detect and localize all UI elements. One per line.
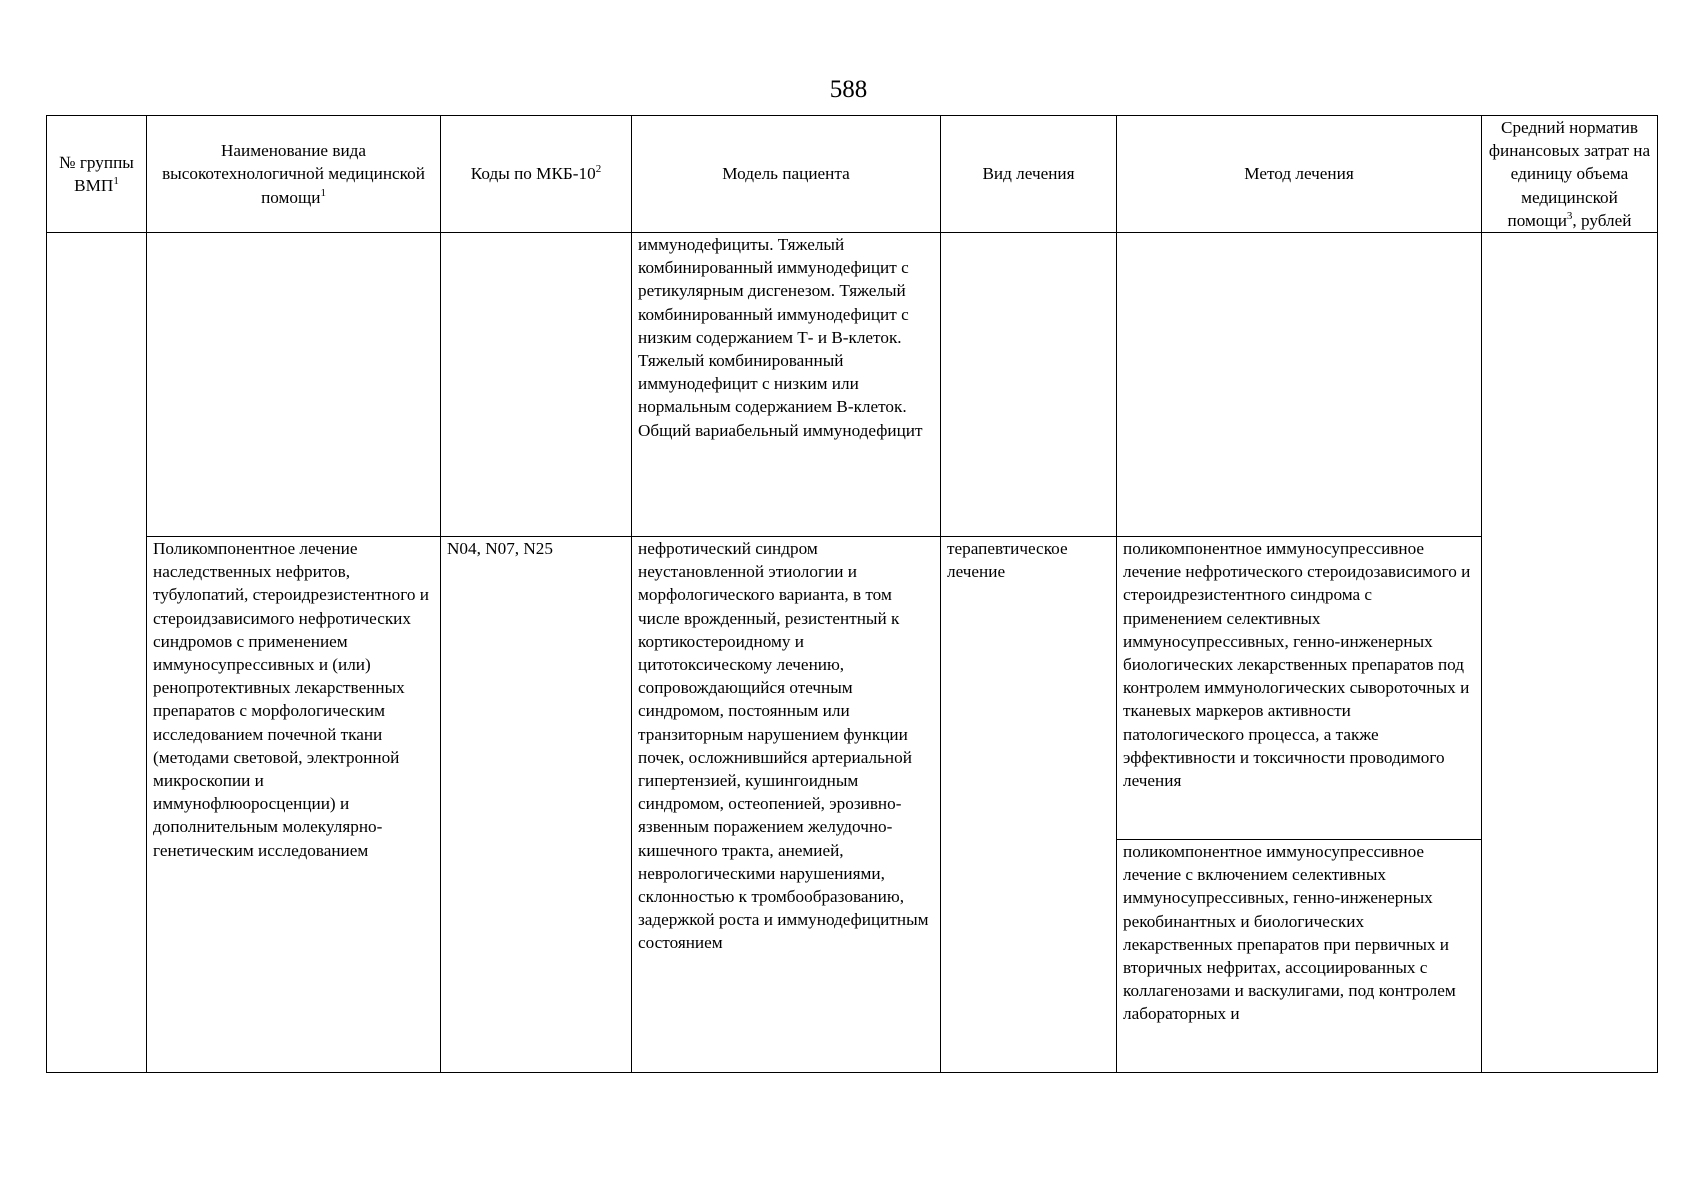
header-treatment-type: Вид лечения [941,116,1117,233]
page-number: 588 [829,76,868,103]
method-cell: поликомпонентное иммуносупрессивное лечение нефротического стероидозависимого и стероидрезистентного синдрома с применением селективных иммуносупрессивных, генно-инженерных биологических лекарственных препаратов под контролем иммунологических сывороточных и тканевых маркеров активности патологического процесса, а также эффективности и токсичности проводимого лечения [1117,537,1482,840]
table-row [47,233,1658,537]
codes-cell [441,233,632,537]
header-method: Метод лечения [1117,116,1482,233]
treatment-type-cell: терапевтическое лечение [941,537,1117,1073]
table-row [47,537,1658,840]
model-cell: иммунодефициты. Тяжелый комбинированный иммунодефицит с ретикулярным дисгенезом. Тяжелый комбинированный иммунодефицит с низким содержанием Т- и В-клеток. Тяжелый комбинированный иммунодефицит с низким или нормальным содержанием В-клеток. Общий вариабельный иммунодефицит [632,233,941,537]
header-codes: Коды по МКБ-$10^2$ [441,116,632,233]
cost-cell [1482,233,1658,1073]
method-cell [1117,233,1482,537]
header-cost: Средний норматив финансовых затрат на единицу объема медицинской помощи$^3$, рублей [1482,116,1658,233]
vmp-table [46,115,1658,1073]
method-cell: поликомпонентное иммуносупрессивное лечение с включением селективных иммуносупрессивных, генно-инженерных рекобинантных и биологических лекарственных препаратов при первичных и вторичных нефритах, ассоциированных с коллагенозами и васкулигами, под контролем лабораторных и [1117,840,1482,1073]
name-cell: Поликомпонентное лечение наследственных нефритов, тубулопатий, стероидрезистентного и стероидзависимого нефротических синдромов с применением иммуносупрессивных и (или) ренопротективных лекарственных препаратов с морфологическим исследованием почечной ткани (методами световой, электронной микроскопии и иммунофлюоросценции) и дополнительным молекулярно-генетическим исследованием [147,537,441,1073]
treatment-type-cell [941,233,1117,537]
header-group: № группы ВМП$^1$ [47,116,147,233]
header-name: Наименование вида высокотехнологичной медицинской помощи$^1$ [147,116,441,233]
header-row [47,116,1658,233]
model-cell: нефротический синдром неустановленной этиологии и морфологического варианта, в том числе врожденный, резистентный к кортикостероидному и цитотоксическому лечению, сопровождающийся отечным синдромом, постоянным или транзиторным нарушением функции почек, осложнившийся артериальной гипертензией, кушингоидным синдромом, остеопенией, эрозивно-язвенным поражением желудочно-кишечного тракта, анемией, неврологическими нарушениями, склонностью к тромбообразованию, задержкой роста и иммунодефицитным состоянием [632,537,941,1073]
header-model: Модель пациента [632,116,941,233]
name-cell [147,233,441,537]
codes-cell: N04, N07, N25 [441,537,632,1073]
group-cell [47,233,147,1073]
